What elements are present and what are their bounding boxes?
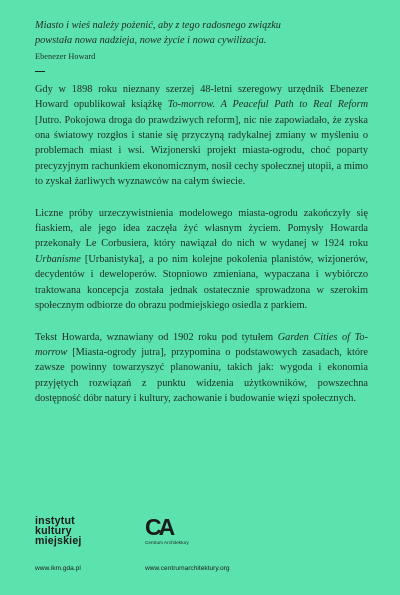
divider — [35, 71, 45, 72]
ikm-logo-line-3: miejskiej — [35, 535, 82, 548]
back-cover-text — [35, 18, 368, 407]
publisher-footer — [35, 516, 368, 586]
paragraph-1-text-b: [Jutro. Pokojowa droga do prawdziwych reform], nic nie zapowiadało, że zyska ona światowy rozgłos i stanie się przyczyną radykalnej zmiany w myśleniu o problemach miast i wsi. Wizjonerski projekt miasta-ogrodu, choć poparty precyzyjnym rachunkiem ekonomicznym, nosił cechy społecznej utopii, a mimo to zyskał żarliwych wyznawców na całym świecie. — [35, 114, 368, 188]
paragraph-3-text-a: Tekst Howarda, wznawiany od 1902 roku pod tytułem — [35, 331, 278, 343]
book-title-garden-cities: Garden Cities of To-morrow — [35, 331, 368, 358]
ca-logo — [145, 516, 189, 545]
ikm-logo — [35, 516, 82, 547]
motto-quote — [35, 18, 368, 49]
paragraph-2-text-b: [Urbanistyka], a po nim kolejne pokolenia planistów, wizjonerów, decydentów i deweloperów. Stopniowo zmieniana, wypaczana i wybiórczo traktowana koncepcja została jednak ostatecznie sprowadzona w szerokim społecznym odbiorze do obrazu podmiejskiego osiedla z parkiem. — [35, 253, 368, 312]
paragraph-2-text-a: Liczne próby urzeczywistnienia modelowego miasta-ogrodu zakończyły się fiaskiem, ale jego idea zaczęła żyć własnym życiem. Pomysły Howarda przekonały Le Corbusiera, który nawiązał do nich w wydanej w 1924 roku — [35, 207, 368, 250]
paragraph-3-text-b: [Miasta-ogrody jutra], przypomina o podstawowych zasadach, które zawsze powinny towarzyszyć planowaniu, takich jak: wygoda i ekonomia przyjętych rozwiązań z punktu widzenia użytkowników, powszechna dostępność dóbr natury i kultury, zachowanie i budowanie więzi społecznych. — [35, 346, 368, 405]
book-title-urbanisme: Urbanisme — [35, 253, 81, 265]
paragraph-1-text-a: Gdy w 1898 roku nieznany szerzej 48-letni szeregowy urzędnik Ebenezer Howard opublikował książkę — [35, 83, 368, 111]
paragraph-2 — [35, 206, 368, 314]
ikm-logo-line-2: kultury — [35, 525, 72, 538]
motto-author: Ebenezer Howard — [35, 51, 96, 61]
book-title-tomorrow: To-morrow. A Peaceful Path to Real Reform — [167, 99, 369, 111]
paragraph-1 — [35, 82, 368, 190]
motto-line-1: Miasto i wieś należy pożenić, aby z tego radosnego związku — [35, 20, 281, 31]
ca-logo-mark: CA — [145, 514, 173, 540]
ca-url[interactable]: www.centrumarchitektury.org — [145, 565, 230, 572]
motto-line-2: powstała nowa nadzieja, nowe życie i nowa cywilizacja. — [35, 35, 267, 47]
paragraph-3 — [35, 330, 368, 407]
ca-logo-subtitle: Centrum Architektury — [145, 540, 189, 545]
ikm-url[interactable]: www.ikm.gda.pl — [35, 565, 81, 572]
ikm-logo-line-1: instytut — [35, 515, 75, 527]
